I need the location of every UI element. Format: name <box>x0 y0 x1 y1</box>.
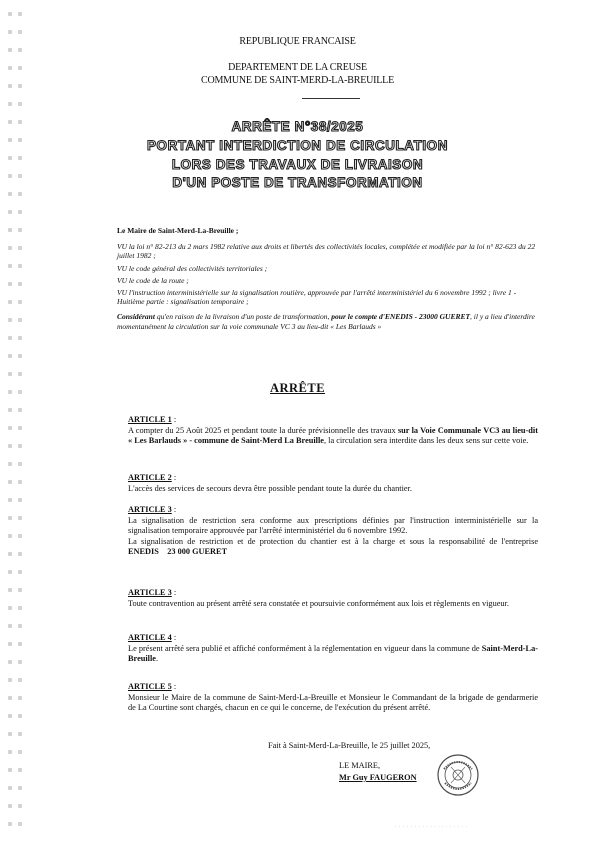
article-3-bis-text: Toute contravention au présent arrêté sera constatée et poursuivie conformément aux lois et règlements en vigueur. <box>128 598 509 608</box>
preamble-vu-law: VU la loi n° 82-213 du 2 mars 1982 relative aux droits et libertés des collectivités locales, complétée et modifiée par la loi n° 82-623 du 22 juillet 1982 ; <box>117 242 536 261</box>
article-4-text-b: Saint-Merd-La-Breuille <box>128 643 538 663</box>
signature-role: LE MAIRE, <box>339 761 381 770</box>
article-3-bis-heading-colon: : <box>171 588 177 597</box>
header-divider <box>302 98 360 99</box>
title-line: LORS DES TRAVAUX DE LIVRAISON <box>171 156 424 172</box>
preamble-considering <box>117 312 537 330</box>
document-title <box>0 118 595 193</box>
preamble-vu-code-collectivites: VU le code général des collectivités territoriales ; <box>117 263 268 273</box>
considering-lead: Considérant <box>117 312 155 322</box>
preamble-intro: Le Maire de Saint-Merd-La-Breuille ; <box>117 226 239 235</box>
article-1-heading-label: ARTICLE 1 <box>128 415 172 424</box>
article-2-text: L'accès des services de secours devra être possible pendant toute la durée du chantier. <box>128 483 412 493</box>
article-3-heading <box>128 505 538 516</box>
title-line: PORTANT INTERDICTION DE CIRCULATION <box>147 137 448 153</box>
article-1-text <box>128 426 538 447</box>
article-1-heading-colon: : <box>171 415 177 424</box>
article-5-heading-label: ARTICLE 5 <box>128 682 172 691</box>
article-3-heading-colon: : <box>171 505 177 514</box>
mayor-seal-stamp <box>436 753 480 797</box>
article-5-heading-colon: : <box>171 682 177 691</box>
article-1-text-a: A compter du 25 Août 2025 et pendant toute la durée prévisionnelle des travaux <box>128 425 398 435</box>
preamble-vu-instruction: VU l'instruction interministérielle sur la signalisation routière, approuvée par l'arrêté interministériel du 6 novembre 1992 ; livre 1 - Huitième partie : signalisation temporaire ; <box>117 288 517 307</box>
title-line: ARRÊTE N°38/2025 <box>231 119 364 134</box>
article-1-heading <box>128 415 538 426</box>
article-3-bis <box>128 588 538 609</box>
considering-text-b: pour le compte d'ENEDIS - 23000 GUERET <box>331 312 471 322</box>
article-4-heading-label: ARTICLE 4 <box>128 633 172 642</box>
article-3 <box>128 505 538 558</box>
scanner-footer-artifact: · · · · · · · · · · · · · · · · · · · <box>395 825 468 830</box>
article-3-text-2 <box>128 537 538 558</box>
article-4-text-c: . <box>155 654 159 663</box>
decree-heading-text: ARRÊTE <box>269 381 326 395</box>
article-2 <box>128 473 538 494</box>
article-3-bis-heading-label: ARTICLE 3 <box>128 588 172 597</box>
considering-text-a: qu'en raison de la livraison d'un poste de transformation, <box>154 312 332 322</box>
article-3-text-2a: La signalisation de restriction et de protection du chantier est à la charge et sous la responsabilité de l'entreprise <box>128 536 538 546</box>
article-2-heading <box>128 473 538 484</box>
signature-name: Mr Guy FAUGERON <box>339 773 417 782</box>
article-3-bis-heading <box>128 588 538 599</box>
article-4-text <box>128 644 538 665</box>
header-department: DEPARTEMENT DE LA CREUSE <box>228 62 367 73</box>
article-4 <box>128 633 538 665</box>
article-3-text-2b: ENEDIS 23 000 GUERET <box>128 547 228 556</box>
title-line: D'UN POSTE DE TRANSFORMATION <box>172 175 423 191</box>
article-5-heading <box>128 682 538 693</box>
article-4-heading <box>128 633 538 644</box>
article-5 <box>128 682 538 714</box>
article-3-heading-label: ARTICLE 3 <box>128 505 172 514</box>
article-4-heading-colon: : <box>171 633 177 642</box>
preamble <box>117 226 537 334</box>
signature-place-date: Fait à Saint-Merd-La-Breuille, le 25 juillet 2025, <box>268 741 431 750</box>
article-1 <box>128 415 538 447</box>
considering-text-c: , il y a lieu d'interdire momentanément la circulation sur la voie communale VC 3 au lieu-dit « Les Barlauds » <box>117 312 535 331</box>
header-commune: COMMUNE DE SAINT-MERD-LA-BREUILLE <box>200 75 395 86</box>
decree-heading <box>0 379 595 397</box>
article-4-text-a: Le présent arrêté sera publié et affiché conformément à la réglementation en vigueur dans la commune de <box>128 643 482 653</box>
article-3-text-1: La signalisation de restriction sera conforme aux prescriptions définies par l'instruction interministérielle sur la signalisation temporaire approuvée par l'arrêté interministériel du 6 novembre 1992. <box>128 515 538 535</box>
article-1-text-c: , la circulation sera interdite dans les deux sens sur cette voie. <box>323 436 529 445</box>
article-5-text: Monsieur le Maire de la commune de Saint-Merd-La-Breuille et Monsieur le Commandant de la brigade de gendarmerie de La Courtine sont chargés, chacun en ce qui le concerne, de l'exécution du présent arrêté. <box>128 692 538 712</box>
article-2-heading-label: ARTICLE 2 <box>128 473 172 482</box>
header-republic: REPUBLIQUE FRANCAISE <box>239 36 356 47</box>
article-1-text-b: sur la Voie Communale VC3 au lieu-dit « Les Barlauds » - commune de Saint-Merd La Breuille <box>128 425 538 445</box>
article-2-heading-colon: : <box>171 473 177 482</box>
preamble-vu-code-route: VU le code de la route ; <box>117 275 189 285</box>
